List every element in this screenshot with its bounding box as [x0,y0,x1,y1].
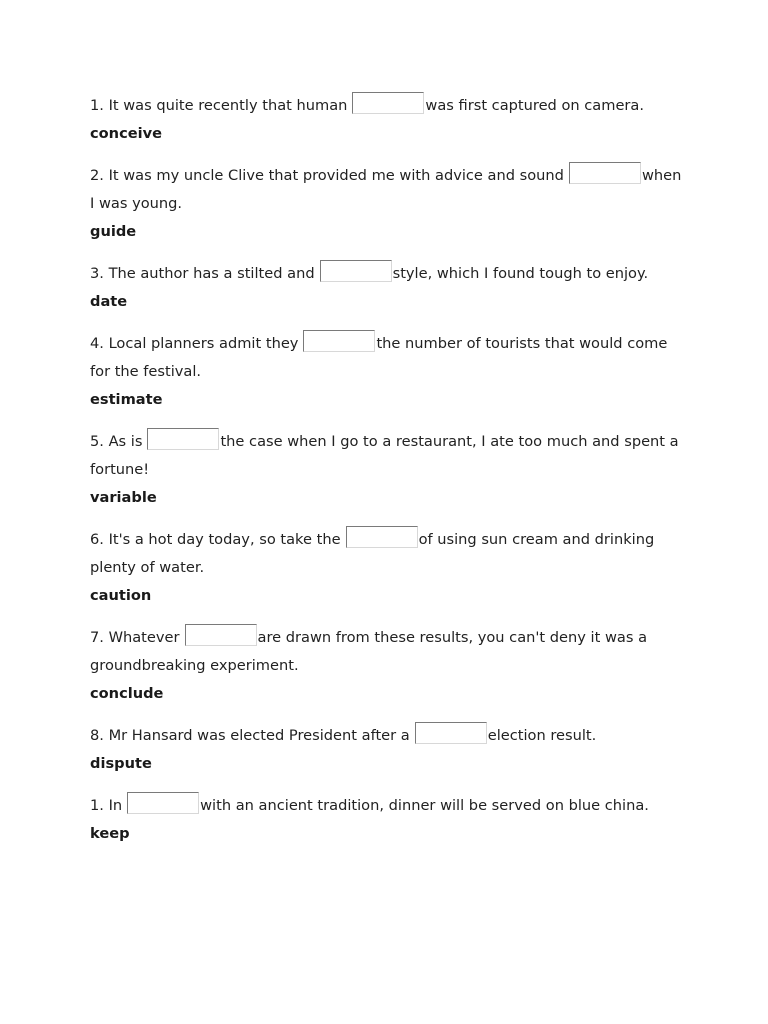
sentence-start: 8. Mr Hansard was elected President after a [90,727,410,744]
sentence-start: 6. It's a hot day today, so take the [90,531,341,548]
sentence-end: with an ancient tradition, dinner will be served on blue china. [200,797,649,814]
sentence-start: 7. Whatever [90,629,180,646]
question-6 [90,526,690,610]
sentence-end: was first captured on camera. [425,97,645,114]
question-sentence [90,624,690,680]
keyword-hint: variable [90,489,157,506]
question-4 [90,330,690,414]
keyword-hint: date [90,293,128,310]
question-sentence [90,330,690,386]
question-1 [90,92,690,148]
sentence-start: 3. The author has a stilted and [90,265,315,282]
answer-input-3[interactable] [320,260,392,282]
answer-input-4[interactable] [303,330,375,352]
sentence-end: of using sun cream and drinking plenty of water. [90,531,655,576]
sentence-end: style, which I found tough to enjoy. [392,265,649,282]
question-sentence [90,162,690,218]
keyword-hint: keep [90,825,130,842]
question-sentence [90,792,690,820]
question-7 [90,624,690,708]
keyword-hint: dispute [90,755,152,772]
sentence-start: 2. It was my uncle Clive that provided me with advice and sound [90,167,564,184]
keyword-hint: estimate [90,391,163,408]
sentence-start: 4. Local planners admit they [90,335,299,352]
sentence-end: election result. [487,727,597,744]
question-sentence [90,428,690,484]
question-5 [90,428,690,512]
answer-input-2[interactable] [569,162,641,184]
answer-input-7[interactable] [185,624,257,646]
sentence-start: 1. It was quite recently that human [90,97,348,114]
answer-input-9[interactable] [127,792,199,814]
keyword-hint: conclude [90,685,164,702]
answer-input-1[interactable] [352,92,424,114]
sentence-end: the case when I go to a restaurant, I ate too much and spent a fortune! [90,433,679,478]
question-sentence [90,722,690,750]
answer-input-6[interactable] [346,526,418,548]
keyword-hint: conceive [90,125,163,142]
exercise-sheet [90,92,690,862]
question-3 [90,260,690,316]
keyword-hint: caution [90,587,152,604]
question-8 [90,722,690,778]
question-sentence [90,260,690,288]
question-sentence [90,92,690,120]
answer-input-5[interactable] [147,428,219,450]
question-9 [90,792,690,848]
question-2 [90,162,690,246]
sentence-end: when I was young. [90,167,682,212]
sentence-end: the number of tourists that would come for the festival. [90,335,668,380]
keyword-hint: guide [90,223,137,240]
answer-input-8[interactable] [415,722,487,744]
question-sentence [90,526,690,582]
sentence-end: are drawn from these results, you can't deny it was a groundbreaking experiment. [90,629,648,674]
sentence-start: 5. As is [90,433,143,450]
sentence-start: 1. In [90,797,123,814]
